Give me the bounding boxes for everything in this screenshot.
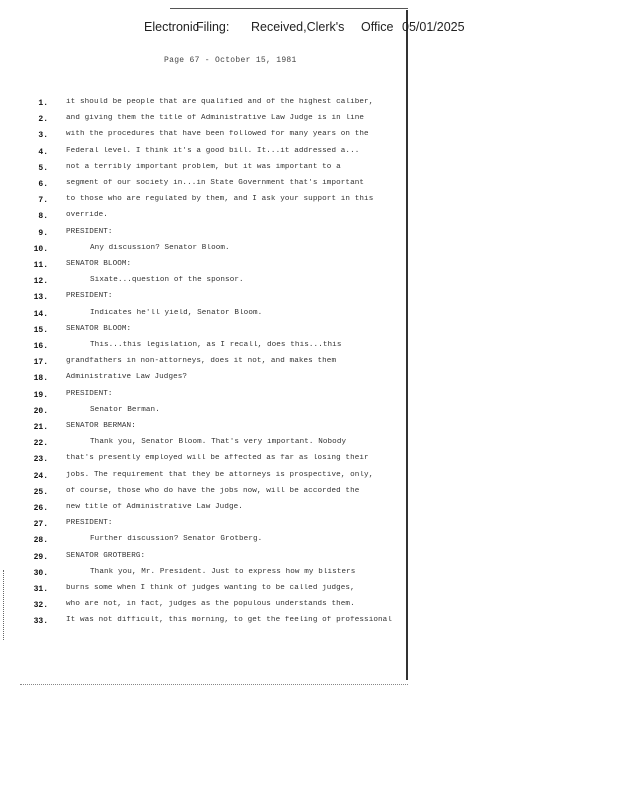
transcript-line: Sixate...question of the sponsor. <box>90 276 244 285</box>
transcript-line: new title of Administrative Law Judge. <box>66 503 243 511</box>
transcript-line: This...this legislation, as I recall, does this...this <box>90 341 342 349</box>
transcript-line: that's presently employed will be affected as far as losing their <box>66 454 369 463</box>
stamp-date: 05/01/2025 <box>402 20 465 34</box>
line-number: 29. <box>33 552 48 562</box>
stamp-electronic: Electronic <box>144 20 199 34</box>
line-number: 12. <box>33 277 48 287</box>
line-number: 32. <box>33 601 48 611</box>
filing-stamp <box>144 20 464 36</box>
transcript-line: grandfathers in non-attorneys, does it not, and makes them <box>66 357 337 366</box>
transcript-line: who are not, in fact, judges as the populous understands them. <box>66 600 355 609</box>
line-number: 27. <box>33 520 48 530</box>
line-number: 4. <box>38 147 48 157</box>
line-number: 11. <box>33 261 48 270</box>
transcript-line: PRESIDENT: <box>66 389 113 398</box>
transcript-line: SENATOR BLOOM: <box>66 324 132 333</box>
line-number: 18. <box>33 374 48 384</box>
transcript-line: not a terribly important problem, but it was important to a <box>66 162 341 171</box>
transcript-line: Senator Berman. <box>90 405 160 414</box>
transcript-line: burns some when I think of judges wanting to be called judges, <box>66 584 355 592</box>
transcript-line: Thank you, Senator Bloom. That's very important. Nobody <box>90 438 347 447</box>
line-number: 19. <box>33 390 48 400</box>
line-number: 10. <box>33 244 48 254</box>
transcript-line: Administrative Law Judges? <box>66 373 188 382</box>
line-number: 1. <box>38 99 48 108</box>
line-number: 15. <box>33 325 48 335</box>
transcript-line: PRESIDENT: <box>66 227 113 236</box>
line-number: 8. <box>38 212 48 222</box>
transcript-line: SENATOR GROTBERG: <box>66 551 146 560</box>
bottom-scan-artifact <box>20 684 408 686</box>
transcript-line: Indicates he'll yield, Senator Bloom. <box>90 308 263 317</box>
line-number: 20. <box>33 406 48 416</box>
line-number: 14. <box>33 309 48 319</box>
transcript-line: override. <box>66 211 108 220</box>
transcript-page-header: Page 67 - October 15, 1981 <box>164 56 297 65</box>
line-number: 24. <box>33 471 48 481</box>
line-number: 6. <box>38 180 48 189</box>
line-number: 33. <box>33 617 48 627</box>
line-number: 23. <box>33 455 48 465</box>
transcript-line: with the procedures that have been followed for many years on the <box>66 130 369 139</box>
transcript-line: of course, those who do have the jobs now, will be accorded the <box>66 486 360 495</box>
line-number: 16. <box>33 342 48 351</box>
right-margin-line <box>406 10 408 680</box>
line-number: 3. <box>38 131 48 141</box>
transcript-line: SENATOR BERMAN: <box>66 422 136 430</box>
line-number: 2. <box>38 115 48 125</box>
transcript-line: Any discussion? Senator Bloom. <box>90 243 230 252</box>
line-number: 9. <box>38 228 48 238</box>
transcript-line: Further discussion? Senator Grotberg. <box>90 535 263 544</box>
line-number: 25. <box>33 487 48 497</box>
transcript-line: segment of our society in...in State Government that's important <box>66 179 365 187</box>
left-scan-artifact <box>3 570 5 640</box>
transcript-line: It was not difficult, this morning, to get the feeling of professional <box>66 616 392 625</box>
line-number: 13. <box>33 293 48 303</box>
line-number: 30. <box>33 568 48 578</box>
transcript-line: and giving them the title of Administrative Law Judge is in line <box>66 114 365 123</box>
stamp-filing: Filing: <box>196 20 230 34</box>
transcript-line: to those who are regulated by them, and I ask your support in this <box>66 195 374 204</box>
transcript-line: it should be people that are qualified and of the highest caliber, <box>66 98 374 106</box>
transcript-line: PRESIDENT: <box>66 292 113 301</box>
top-border-line <box>170 8 408 9</box>
transcript-line: PRESIDENT: <box>66 519 113 528</box>
transcript-line: SENATOR BLOOM: <box>66 260 132 268</box>
line-number: 7. <box>38 196 48 206</box>
transcript-line: Federal level. I think it's a good bill. It...it addressed a... <box>66 146 360 155</box>
transcript-line: Thank you, Mr. President. Just to express how my blisters <box>90 567 356 576</box>
line-number: 31. <box>33 585 48 594</box>
line-number: 28. <box>33 536 48 546</box>
line-number: 26. <box>33 504 48 513</box>
line-number: 5. <box>38 163 48 173</box>
stamp-office: Office <box>361 20 394 34</box>
stamp-received: Received,Clerk's <box>251 20 345 34</box>
line-number: 17. <box>33 358 48 368</box>
line-number: 21. <box>33 423 48 432</box>
line-number: 22. <box>33 439 48 449</box>
transcript-line: jobs. The requirement that they be attorneys is prospective, only, <box>66 470 374 479</box>
